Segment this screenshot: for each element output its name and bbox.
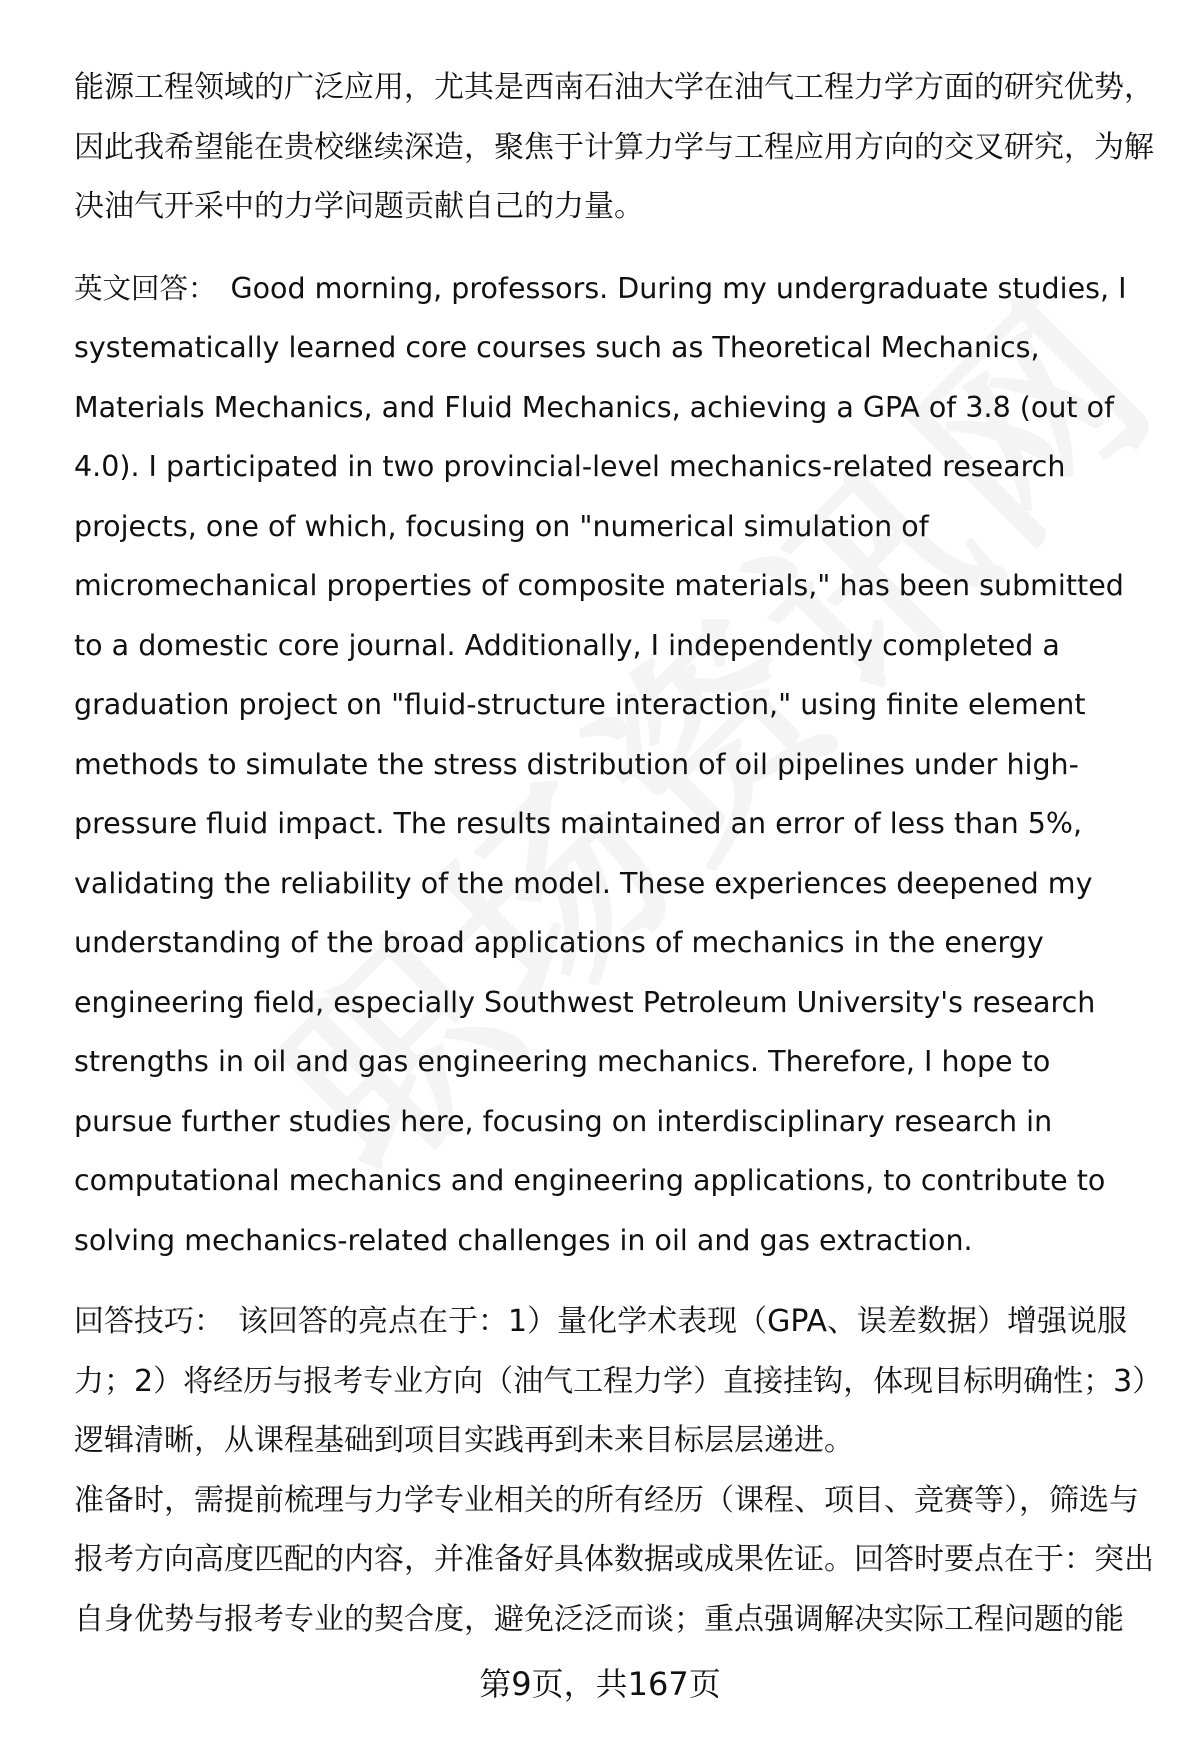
english-answer-text: Good morning, professors. During my undergraduate studies, I systematically learned core courses such as Theoretical Mechanics, Materials Mechanics, and Fluid Mechanics, achieving a GPA of 3.8 (out of 4.0). I participated in two provincial-level mechanics-related research projects, one of which, focusing on "numerical simulation of micromechanical properties of composite materials," has been submitted to a domestic core journal. Additionally, I independently completed a graduation project on "fluid-structure interaction," using finite element methods to simulate the stress distribution of oil pipelines under high-pressure fluid impact. The results maintained an error of less than 5%, validating the reliability of the model. These experiences deepened my understanding of the broad applications of mechanics in the energy engineering field, especially Southwest Petroleum University's research strengths in oil and gas engineering mechanics. Therefore, I hope to pursue further studies here, focusing on interdisciplinary research in computational mechanics and engineering applications, to contribute to solving mechanics-related challenges in oil and gas extraction.: [74, 271, 1127, 1257]
tips-label: 回答技巧：: [74, 1304, 224, 1339]
english-answer-label: 英文回答：: [74, 271, 217, 305]
tips-text: 该回答的亮点在于：1）量化学术表现（GPA、误差数据）增强说服力；2）将经历与报考专业方向（油气工程力学）直接挂钩，体现目标明确性；3）逻辑清晰，从课程基础到项目实践再到未来目标层层递进。: [74, 1304, 1148, 1458]
paragraph-gap: [74, 237, 1154, 259]
paragraph-gap: [74, 1270, 1154, 1292]
tips-paragraph: [74, 1292, 1154, 1471]
page-indicator: 第9页，共167页: [479, 1665, 721, 1703]
intro-continuation-paragraph: 能源工程领域的广泛应用，尤其是西南石油大学在油气工程力学方面的研究优势，因此我希望能在贵校继续深造，聚焦于计算力学与工程应用方向的交叉研究，为解决油气开采中的力学问题贡献自己的力量。: [74, 70, 1154, 224]
english-answer-paragraph: [74, 259, 1154, 1271]
preparation-paragraph: 准备时，需提前梳理与力学专业相关的所有经历（课程、项目、竞赛等），筛选与报考方向高度匹配的内容，并准备好具体数据或成果佐证。回答时要点在于：突出自身优势与报考专业的契合度，避免泛泛而谈；重点强调解决实际工程问题的能: [74, 1482, 1154, 1637]
document-body: [74, 58, 1154, 1649]
